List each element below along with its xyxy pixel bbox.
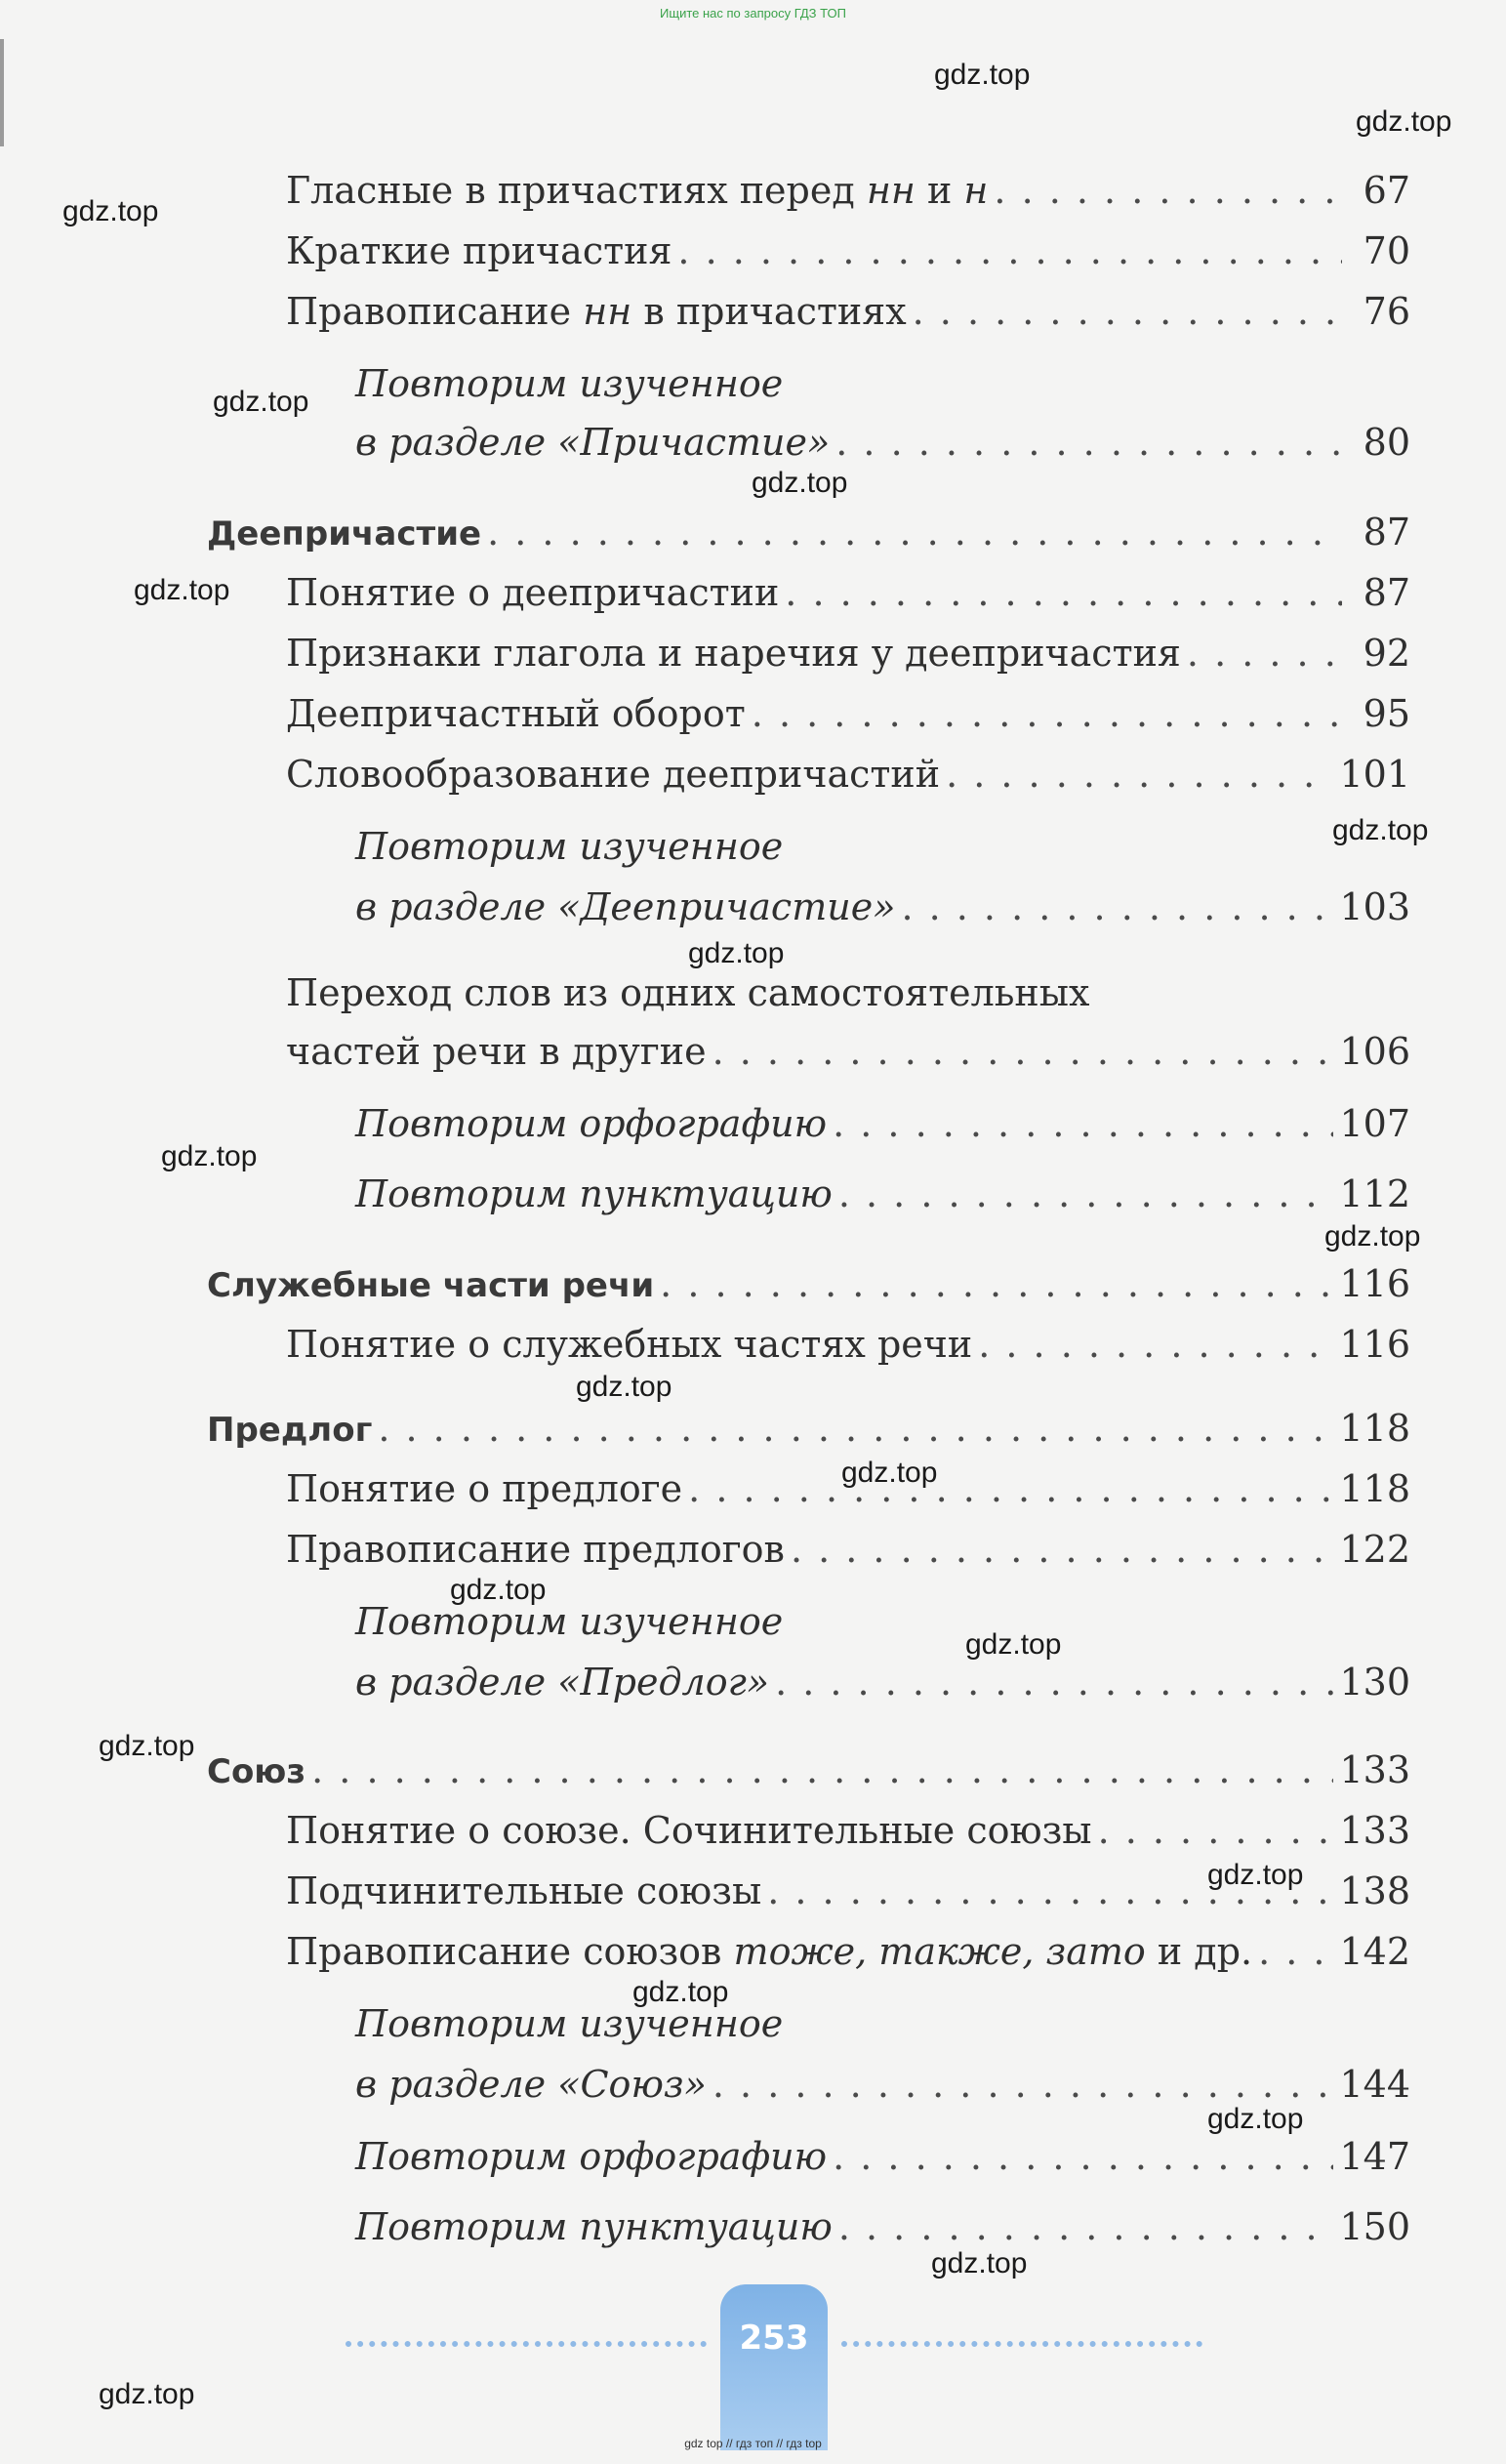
toc-entry — [0, 1029, 1410, 1074]
toc-entry-title: Повторим орфографию — [355, 2135, 828, 2178]
toc-entry-title: Повторим пунктуацию — [355, 1172, 833, 1215]
page-edge-shadow — [0, 39, 4, 146]
toc-entry-title: Признаки глагола и наречия у деепричастия — [286, 632, 1181, 675]
leader-dots — [785, 570, 1342, 615]
watermark: gdz.top — [450, 1574, 547, 1606]
toc-entry-page: 116 — [1339, 1323, 1410, 1366]
watermark: gdz.top — [99, 1730, 195, 1762]
toc-entry-page: 144 — [1339, 2063, 1410, 2106]
toc-entry — [0, 168, 1410, 213]
toc-entry-page: 138 — [1339, 1869, 1410, 1912]
leader-dots — [677, 228, 1342, 273]
toc-entry — [0, 420, 1410, 465]
toc-entry — [0, 1466, 1410, 1511]
toc-section — [0, 1747, 1410, 1794]
toc-entry — [0, 752, 1410, 797]
toc-entry — [0, 1660, 1410, 1704]
leader-dots — [838, 1171, 1334, 1216]
watermark: gdz.top — [965, 1628, 1062, 1661]
toc-entry-title: в разделе «Причастие» — [355, 421, 831, 464]
toc-entry-title-line1: Повторим изученное — [355, 825, 784, 868]
toc-entry-page: 76 — [1363, 290, 1410, 333]
toc-entry-title-line1: Переход слов из одних самостоятельных — [286, 971, 1090, 1014]
toc-entry-title: Подчинительные союзы — [286, 1869, 762, 1912]
toc-entry — [0, 2204, 1410, 2249]
toc-entry-page: 67 — [1363, 169, 1410, 212]
toc-entry-page: 107 — [1339, 1102, 1410, 1145]
toc-entry-title: Краткие причастия — [286, 229, 672, 272]
toc-entry — [0, 2062, 1410, 2107]
watermark: gdz.top — [931, 2247, 1028, 2279]
page-number-badge — [720, 2284, 828, 2450]
watermark: gdz.top — [62, 195, 159, 227]
toc-entry — [0, 884, 1410, 929]
toc-entry-title-line1: Повторим изученное — [355, 2002, 784, 2045]
toc-entry-title: Понятие о союзе. Сочинительные союзы — [286, 1809, 1092, 1852]
watermark: gdz.top — [99, 2378, 195, 2410]
toc-entry-page: 112 — [1339, 1172, 1410, 1215]
leader-dots — [775, 1660, 1333, 1704]
toc-entry-title: Понятие о деепричастии — [286, 571, 780, 614]
leader-dots — [311, 1747, 1333, 1792]
toc-entry-title: Правописание нн в причастиях — [286, 290, 907, 333]
toc-entry-page: 133 — [1339, 1748, 1410, 1791]
leader-dots — [1098, 1808, 1334, 1853]
watermark: gdz.top — [934, 59, 1031, 91]
toc-entry-title: Понятие о предлоге — [286, 1467, 683, 1510]
leader-dots — [978, 1322, 1333, 1367]
leader-dots — [946, 752, 1333, 797]
watermark: gdz.top — [1207, 2103, 1304, 2135]
toc-entry-page: 87 — [1363, 511, 1410, 554]
toc-section-title: Деепричастие — [207, 514, 482, 554]
toc-entry-page: 130 — [1339, 1661, 1410, 1704]
toc-section-title: Служебные части речи — [207, 1266, 655, 1305]
toc-entry-page: 147 — [1339, 2135, 1410, 2178]
watermark: gdz.top — [1207, 1859, 1304, 1891]
watermark: gdz.top — [1324, 1220, 1421, 1253]
watermark: gdz.top — [841, 1457, 938, 1489]
toc-entry-page: 133 — [1339, 1809, 1410, 1852]
footer-dotted-rule-right — [841, 2341, 1202, 2359]
toc-entry-page: 122 — [1339, 1528, 1410, 1571]
toc-entry — [0, 691, 1410, 736]
toc-section — [0, 1261, 1410, 1308]
watermark: gdz.top — [632, 1976, 729, 2008]
leader-dots — [712, 2062, 1334, 2107]
toc-entry-title: в разделе «Деепричастие» — [355, 885, 896, 928]
toc-entry — [0, 1808, 1410, 1853]
watermark: gdz.top — [161, 1140, 258, 1172]
toc-entry-page: 95 — [1363, 692, 1410, 735]
toc-entry-title: в разделе «Предлог» — [355, 1661, 770, 1704]
toc-entry — [0, 1322, 1410, 1367]
toc-entry-title: Словообразование деепричастий — [286, 753, 941, 796]
toc-entry-title: Гласные в причастиях перед нн и н — [286, 169, 989, 212]
toc-entry — [0, 1527, 1410, 1572]
watermark: gdz.top — [752, 467, 848, 499]
leader-dots — [994, 168, 1342, 213]
toc-section-title: Предлог — [207, 1411, 373, 1450]
toc-entry-page: 150 — [1339, 2205, 1410, 2248]
toc-entry-page: 118 — [1339, 1467, 1410, 1510]
leader-dots — [688, 1466, 1333, 1511]
leader-dots — [712, 1029, 1334, 1074]
toc-entry — [0, 228, 1410, 273]
watermark: gdz.top — [1356, 105, 1452, 138]
leader-dots — [487, 510, 1342, 554]
toc-section-title: Союз — [207, 1752, 306, 1791]
leader-dots — [1258, 1929, 1333, 1974]
toc-entry-page: 80 — [1363, 421, 1410, 464]
toc-entry-page: 70 — [1363, 229, 1410, 272]
toc-entry — [0, 1171, 1410, 1216]
watermark: gdz.top — [134, 574, 230, 606]
toc-entry-title: в разделе «Союз» — [355, 2063, 707, 2106]
footer-dotted-rule-left — [346, 2341, 707, 2359]
leader-dots — [791, 1527, 1334, 1572]
toc-entry-page: 87 — [1363, 571, 1410, 614]
toc-section — [0, 510, 1410, 556]
leader-dots — [835, 420, 1342, 465]
toc-entry — [0, 1929, 1410, 1974]
leader-dots — [833, 1101, 1333, 1146]
toc-entry — [0, 2134, 1410, 2179]
toc-entry-page: 92 — [1363, 632, 1410, 675]
page-number: 253 — [739, 2319, 809, 2358]
toc-entry-page: 142 — [1339, 1930, 1410, 1973]
toc-entry-page: 116 — [1339, 1262, 1410, 1305]
toc-entry-title: Правописание союзов тоже, также, зато и др. — [286, 1930, 1253, 1973]
toc-entry-page: 118 — [1339, 1407, 1410, 1450]
toc-entry-page: 101 — [1339, 753, 1410, 796]
leader-dots — [838, 2204, 1334, 2249]
leader-dots — [1187, 631, 1342, 676]
leader-dots — [660, 1261, 1333, 1306]
toc-entry-title: Повторим пунктуацию — [355, 2205, 833, 2248]
toc-section — [0, 1406, 1410, 1453]
watermark: gdz.top — [213, 386, 309, 418]
watermark: gdz.top — [1332, 814, 1429, 846]
leader-dots — [913, 289, 1342, 334]
toc-entry-title: Правописание предлогов — [286, 1528, 785, 1571]
leader-dots — [901, 884, 1333, 929]
toc-entry-title: Понятие о служебных частях речи — [286, 1323, 973, 1366]
toc-entry-title: частей речи в другие — [286, 1030, 707, 1073]
toc-entry-title: Повторим орфографию — [355, 1102, 828, 1145]
leader-dots — [833, 2134, 1333, 2179]
toc-entry-title-line1: Повторим изученное — [355, 362, 784, 405]
toc-entry-title-line1: Повторим изученное — [355, 1600, 784, 1643]
watermark: gdz.top — [576, 1371, 672, 1403]
leader-dots — [378, 1406, 1333, 1451]
leader-dots — [752, 691, 1342, 736]
watermark: gdz.top — [688, 937, 785, 969]
toc-entry — [0, 1869, 1410, 1913]
footer-banner[interactable]: gdz top // гдз топ // гдз top — [684, 2437, 822, 2450]
header-banner[interactable]: Ищите нас по запросу ГДЗ ТОП — [660, 6, 846, 21]
toc-entry — [0, 631, 1410, 676]
toc-entry — [0, 289, 1410, 334]
toc-entry-page: 103 — [1339, 885, 1410, 928]
toc-entry-page: 106 — [1339, 1030, 1410, 1073]
toc-entry-title: Деепричастный оборот — [286, 692, 746, 735]
